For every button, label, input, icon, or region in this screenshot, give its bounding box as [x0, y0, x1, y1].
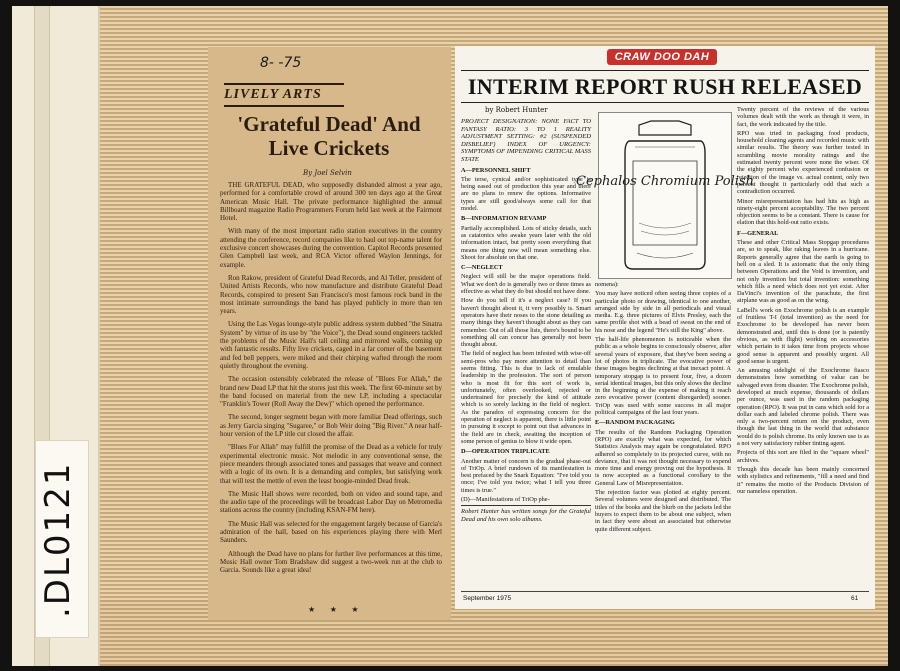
- article-column-1: [461, 118, 591, 590]
- clipping-byline: By Joel Selvin: [303, 169, 352, 177]
- article-paragraph: Twenty percent of the reviews of the various volumes dealt with the work as though it were, in fact, the work indicated by the title.: [737, 106, 869, 128]
- article-paragraph: RPO was tried in packaging food products, household cleaning agents and recorded music with similar results. The theory was further tested in scrambling movie morality ratings and the estimated twenty percent were none the wiser. Of the eighty percent who experienced confusion or rejection of the image vs. actual content, only two percent thought it particularly odd that such a contradiction occurred.: [737, 129, 869, 196]
- article-paragraph: (D)—Manifestations of TriOp phe-: [461, 496, 550, 504]
- article-paragraph: How do you tell if it's a neglect case? If you haven't thought about it, it very possibly is. Smart operators have their noses to the stone detailing as many things they haven't thought about as they can remember. Out of all those lists, there's bound to be something all can concur has generally not been thought about.: [461, 297, 591, 349]
- article-paragraph: The terse, cynical and/or sophisticated type is being eased out of production this year and there are no plans to renew the options. Informative types are still good/always some call for that model.: [461, 175, 591, 213]
- article-column-3: [737, 106, 869, 591]
- article-paragraph: Partially accomplished. Lots of sticky details, such as catatonics who awake years later with the old information intact, but pretty soon everything that means one thing now will mean something else. Shoot for absolute on that one.: [461, 224, 591, 261]
- section-heading: F—GENERAL: [737, 229, 779, 237]
- article-paragraph: Minor misrepresentation has had hits as high as ninety-eight percent acceptability. The two percent objection seems to be a constant. There is cause for elation that this hold-out ratio exists.: [737, 197, 869, 227]
- section-heading: A—PERSONNEL SHIFT: [461, 166, 531, 174]
- page-number: 61: [851, 595, 859, 602]
- article-paragraph: Though this decade has been mainly concerned with stylistics and refinements, "fill a need and find it" remains the motto of the Products Division of our nameless operation.: [737, 465, 869, 495]
- clipping-headline: 'Grateful Dead' And Live Crickets: [237, 112, 421, 160]
- polish-can-illustration: [576, 112, 754, 279]
- article-paragraph: The field of neglect has been infested with wise-off semi-pros who pay more attention to detail than seems fitting. This is due to lack of emulable leadership in the profession. The sort of person who is most fit for this sort of work is, unfortunately, often overlooked, rejected or undertrained for precisely the kind of attitude which is so sorely lacking in the field of neglect. As the paradox of expressing concern for the operation of neglect is apparent, there is little point in pursuing it except to point out that advances in the field are in check, awaiting the inception of some person of genius to blow it wide open.: [461, 350, 591, 445]
- section-heading: B—INFORMATION REVAMP: [461, 215, 547, 223]
- article-byline: by Robert Hunter: [485, 106, 548, 114]
- article-paragraph: The rejection factor was plotted at eighty percent. Several volumes were designed and distributed. The titles of the books and the blurb on the jackets led the buyers to expect them to be about one subject, when in fact they were about an associated but otherwise quite different subject.: [595, 489, 731, 533]
- magazine-page: [455, 46, 875, 609]
- article-paragraph: You may have noticed often seeing three copies of a particular photo or drawing, identical to one another, arranged side by side in all periodicals and visual media. E.g. three pictures of Elvis Presley, each the same profile shot with a bead of sweat on the end of his nose and the legend "He's still the King" above.: [595, 290, 731, 334]
- clipping-paragraph: The Music Hall shows were recorded, both on video and sound tape, and the audio tape of the proceedings will be broadcast Labor Day on Metromedia stations across the country (including KSAN-FM here).: [220, 489, 442, 515]
- clipping-paragraph: The second, longer segment began with more familiar Dead offerings, such as Jerry Garcia singing "Sugaree," or Bob Weir doing "Big River." A near half-hour version of the LP title cut closed the affair.: [220, 413, 442, 439]
- clipping-paragraph: THE GRATEFUL DEAD, who supposedly disbanded almost a year ago, performed for a comfortable crowd of around 300 ten days ago at the Great American Music Hall. The private performance highlighted the annual Billboard magazine Radio Programmers Forum held last week at the Fairmont Hotel.: [220, 181, 442, 223]
- section-heading: E—RANDOM PACKAGING: [595, 419, 675, 427]
- clipping-paragraph: Using the Las Vegas lounge-style public address system dubbed "the Sinatra System" by virtue of its use by "the Voice"), the Dead sound engineers tackled the problems of the Music Hall's tall ceiling and mirrored walls, coming up with fantastic results. Fifty live crickets, caged in a far corner of the basement and fed bell peppers, were miked and their chirping wafted through the room quietly throughout the evening.: [220, 320, 442, 370]
- can-label-text: Cephalos Chromium Polish: [576, 174, 754, 189]
- clipping-paragraph: With many of the most important radio station executives in the country attending the conference, record companies like to haul out top-name talent for exclusive concert showcases during the convention. Capitol Records presented Glen Campbell last week, and RCA Victor offered Waylon Jennings, for example.: [220, 227, 442, 269]
- end-mark: ★ ★ ★: [308, 605, 365, 614]
- article-paragraph: Another matter of concern is the gradual phase-out of TriOp. A brief rundown of its manifestation is best prefaced by the Snark Equation: "I've told you once; I've told you twice; what I tell you three times is true.": [461, 457, 591, 494]
- article-column-2: [595, 281, 731, 591]
- rule: [461, 102, 869, 103]
- clipping-date: 8- -75: [260, 55, 302, 71]
- article-paragraph: These and other Critical Mass Stopgap procedures are, so to speak, like raking leaves in a hurricane. Reports generally agree that the earth is going to hell on a sled. It is axiomatic that the only thing between Operations and the Void is invention, and not only invention but total invention: something which fills a need which does not yet exist. After DaVinci's invention of the parachute, the first airplane was as good as on the wing.: [737, 239, 869, 305]
- clipping-body: [220, 181, 442, 606]
- clipping-paragraph: "Blues For Allah" may fulfill the promise of the Dead as a vehicle for truly experimental electronic music. Not melodic in any conventional sense, the piece meanders through associated tones and passages that weave and connect with a logic of its own. It is a demanding and complex, but satisfying work that will test the mettle of even the least boogie-minded Dead freak.: [220, 443, 442, 485]
- section-kicker: [224, 83, 344, 107]
- kicker-text: LIVELY ARTS: [224, 87, 322, 102]
- project-designation: PROJECT DESIGNATION: NONE FACT TO FANTASY RATIO: 3 TO 1 REALITY ADJUSTMENT SETTING: #2 (SUSPENDED DISBELIEF) INDEX OF URGENCY: SYMPTOMS OF IMPENDING CRITICAL MASS STATE: [461, 118, 591, 163]
- article-paragraph: The half-life phenomenon is noticeable when the public as a whole begins to consciously observe, after several years of exposure, that they've been seeing a lot of photos in triplicate. The evocative power of these images begins declining at that inexact point. A temporary stopgap is to present four, five, a dozen serial identical images, but this only slows the decline in the beginning at the expense of making it reach zero evocative power (content disregarded) sooner. TriOp was used with some success in all major political campaigns of the last four years.: [595, 336, 731, 417]
- issue-date: September 1975: [463, 595, 512, 602]
- polish-can-drawing: [576, 113, 754, 278]
- author-credit: Robert Hunter has written songs for the Grateful Dead and his own solo albums.: [461, 505, 591, 523]
- rule: [461, 70, 869, 71]
- clipping-paragraph: Although the Dead have no plans for further live performances at this time, Music Hall owner Tom Bradshaw did suggest a two-week run at the club to Garcia. Sounds like a great idea!: [220, 549, 442, 575]
- footer-rule: [461, 591, 869, 592]
- article-paragraph: The results of the Random Packaging Operation (RPO) are exactly what was expected, for which Statistics Analysis may again be congratulated. RPO adhered so completely to its projected curve, with no deviance, that it was not thought necessary to expend more time and energy proving out the hypothesis. It is now accepted as a functional corollary to the General Law of Misrepresentation.: [595, 428, 731, 487]
- article-paragraph: nomena):: [595, 281, 619, 288]
- catalog-id: .DL0121: [38, 461, 78, 619]
- article-paragraph: Neglect will still be the major operations field. What we don't do is generally two or three times as effective as what they do but should not have done.: [461, 273, 591, 296]
- column-1-body: [461, 167, 591, 504]
- clipping-paragraph: The occasion ostensibly celebrated the release of "Blues For Allah," the brand new Dead LP that hit the stores just this week. The first 60-minute set by the band focused on material from the new LP, including a spectacular "Franklin's Tower (Roll Away the Dew)" which opened the performance.: [220, 375, 442, 409]
- clipping-paragraph: The Music Hall was selected for the engagement largely because of Garcia's admiration of the hall, based on his experiences playing there with Merl Saunders.: [220, 519, 442, 545]
- article-paragraph: LaBell's work on Exochrome polish is an example of fruitless T-I (total invention) as the need for Exochrome to be developed has never been demonstrated and, until this is done (or is patently obvious, as with flight) working on accessories which pertain to it takes time from projects whose good sense is apparent and possibly urgent. All good sense is urgent.: [737, 306, 869, 365]
- clipping-paragraph: Ron Rakow, president of Grateful Dead Records, and Al Teller, president of United Artists Records, who now manufacture and distribute Grateful Dead Records, conspired to present San Francisco's most famous rock band in the most intimate surroundings the band has played publicly in more than ten years.: [220, 273, 442, 316]
- article-title: INTERIM REPORT RUSH RELEASED: [467, 74, 863, 99]
- section-heading: C—NEGLECT: [461, 264, 503, 272]
- article-paragraph: An amusing sidelight of the Exochrome fiasco demonstrates how something of value can be salvaged even from disaster. The Exochrome polish, developed at much expense, thousands of dollars per ounce, was used in the random packaging operation (RPO). It was put in cans which sold for a dollar each and labeled chrome polish. There was only a two-percent return on the product, even though the last thing in the world that substance would do is polish chrome. Its only known use is as a not very satisfactory rubber tinting agent.: [737, 367, 869, 448]
- article-paragraph: Projects of this sort are filed in the "square wheel" archives.: [737, 449, 869, 464]
- column-logo: CRAW DOO DAH: [607, 49, 717, 65]
- section-heading: D—OPERATION TRIPLICATE: [461, 448, 550, 456]
- newspaper-clipping: [208, 47, 451, 620]
